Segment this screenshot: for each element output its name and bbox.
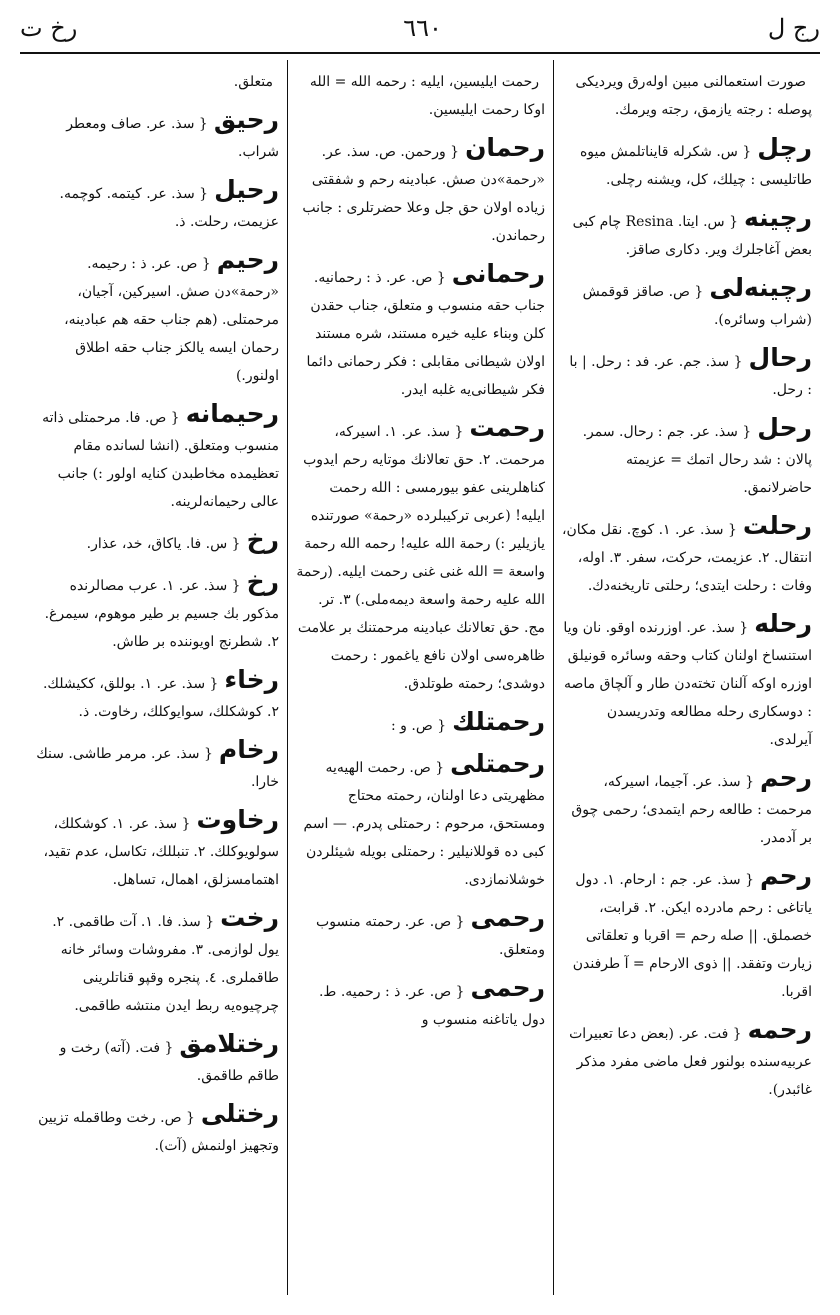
dictionary-entry bbox=[562, 606, 812, 754]
entry-definition: { ص. عر. ذ : رحميه. ط. دول ياتاغنه منسوب و bbox=[318, 984, 545, 1028]
entry-definition: { ص. عر. ذ : رحمانيه. جناب حقه منسوب و متعلق، جناب حقدن كلن وبناء عليه خيره مستند، شره مستند اولان شيطانى مقابلى : فكر رحمانى دائما فكر شيطانى‌يه غلبه ايدر. bbox=[306, 270, 545, 398]
entry-definition: { ص. رخت وطاقمله تزيين وتجهيز اولنمش (آت). bbox=[38, 1110, 279, 1154]
entry-headword: رحمتلك bbox=[452, 707, 545, 736]
entry-headword: رخاوت bbox=[196, 805, 279, 834]
dictionary-entry bbox=[30, 802, 279, 894]
entry-headword: رحمتلى bbox=[450, 749, 545, 778]
entry-headword: رحيمانه bbox=[185, 399, 279, 428]
entry-definition: { سذ. عر. ١. بوللق، ككيشلك. ٢. كوشكلك، سوايوكلك، رخاوت. ذ. bbox=[42, 676, 279, 720]
header-rule bbox=[20, 52, 820, 54]
header-left-title: رخ ت bbox=[20, 14, 78, 42]
entry-definition: { ص. صاقز قوقمش (شراب وسائره). bbox=[582, 284, 812, 328]
entry-headword: رحم bbox=[759, 861, 812, 890]
entry-headword: رحم bbox=[759, 763, 812, 792]
entry-definition: { ص. رحمت الهيه‌يه مظهريتى دعا اولنان، رحمته محتاج ومستحق، مرحوم : رحمتلى پدرم. — اسم كبى ده قوللانيلير : رحمتلى بويله شيئلردن خوشلانمازدى. bbox=[303, 760, 545, 888]
entry-definition: { ورحمن. ص. سذ. عر. «رحمة»دن صش. عبادينه رحم و شفقتى زياده اولان حق جل وعلا حضرتلرى : جانب رحماندن. bbox=[302, 144, 545, 244]
dictionary-entry bbox=[296, 130, 545, 250]
entry-headword bbox=[806, 63, 812, 92]
dictionary-entry bbox=[562, 1012, 812, 1104]
column-middle bbox=[288, 60, 554, 1295]
entry-definition: { سذ. جم. عر. فد : رحل. | با : رحل. bbox=[569, 354, 812, 398]
dictionary-entry bbox=[296, 410, 545, 698]
entry-headword bbox=[273, 63, 279, 92]
entry-headword: رحال bbox=[748, 343, 812, 372]
dictionary-entry bbox=[296, 60, 545, 124]
entry-headword: رخام bbox=[218, 735, 279, 764]
dictionary-entry bbox=[296, 970, 545, 1034]
dictionary-entry bbox=[562, 270, 812, 334]
dictionary-entry bbox=[30, 102, 279, 166]
entry-definition: { سذ. عر. آجيما، اسيركه، مرحمت : طالعه رحم ايتمدى؛ رحمى چوق بر آدمدر. bbox=[571, 774, 812, 846]
entry-headword: رحيل bbox=[214, 175, 279, 204]
dictionary-entry bbox=[30, 172, 279, 236]
header-right-title: رج ل bbox=[767, 14, 820, 42]
dictionary-entry bbox=[30, 662, 279, 726]
entry-definition: { سذ. عر. ١. عرب مصالرنده مذكور بك جسيم بر طير موهوم، سيمرغ. ٢. شطرنج اويوننده بر طاش. bbox=[44, 578, 279, 650]
entry-headword: رچينه bbox=[744, 203, 812, 232]
entry-headword: رحمى bbox=[470, 973, 545, 1002]
entry-definition: { ص. عر. ذ : رحيمه. «رحمة»دن صش. اسيركين، آجيان، مرحمتلى. (هم جناب حقه هم عبادينه، رحمان ايسه يالكز جناب حقه اطلاق اولنور.) bbox=[64, 256, 279, 384]
entry-definition: رحمت ايليسين، ايليه : رحمه الله = الله اوكا رحمت ايليسين. bbox=[309, 74, 545, 118]
entry-headword: رحمانى bbox=[451, 259, 545, 288]
entry-headword: رحمه bbox=[747, 1015, 812, 1044]
entry-headword: رحمان bbox=[465, 133, 545, 162]
dictionary-entry bbox=[30, 564, 279, 656]
entry-headword: رختلى bbox=[200, 1099, 279, 1128]
dictionary-entry bbox=[562, 200, 812, 264]
dictionary-entry bbox=[562, 858, 812, 1006]
entry-definition: متعلق. bbox=[233, 74, 273, 90]
dictionary-entry bbox=[30, 732, 279, 796]
dictionary-entry bbox=[562, 508, 812, 600]
entry-headword: رحيق bbox=[213, 105, 279, 134]
dictionary-entry bbox=[562, 60, 812, 124]
entry-definition: { س. شكرله قايناتلمش ميوه طاتليسى : چيلك، كل، ويشنه رچلى. bbox=[579, 144, 812, 188]
dictionary-entry bbox=[30, 1096, 279, 1160]
entry-headword: رچل bbox=[757, 133, 812, 162]
dictionary-entry bbox=[562, 760, 812, 852]
entry-definition: { ص. فا. مرحمتلى ذاته منسوب ومتعلق. (انشا لسانده مقام تعظيمده مخاطبدن كنايه اولور :) جانب عالى رحيمانه‌لرينه. bbox=[42, 410, 279, 510]
entry-definition: { سذ. عر. مرمر طاشى. سنك خارا. bbox=[36, 746, 279, 790]
entry-definition: { سذ. عر. ١. اسيركه، مرحمت. ٢. حق تعالانك موتايه رحم ايدوب كناهلرينى عفو بيورمسى : الله رحمت ايليه! (عربى تركيبلرده «رحمة» صورتنده يازيلير :) رحمة الله عليه! رحمه الله رحمة واسعة = الله غنى غنى رحمت ايليه. (رحمة الله عليه رحمة واسعة ديمه‌ملى.) ٣. تر. مج. حق تعالانك عبادينه مرحمتنك بر علامت ظاهره‌سى اولان نافع ياغمور : رحمت دوشدى؛ رحمته طوتلدق. bbox=[296, 424, 545, 692]
dictionary-entry bbox=[562, 130, 812, 194]
entry-headword: رحلت bbox=[742, 511, 812, 540]
entry-headword: رخت bbox=[220, 903, 279, 932]
entry-headword bbox=[539, 63, 545, 92]
dictionary-entry bbox=[30, 900, 279, 1020]
entry-definition: { سذ. عر. ١. كوچ. نقل مكان، انتقال. ٢. عزيمت، حركت، سفر. ٣. اوله، وفات : رحلت ايتدى؛ رحلتى تاريخنه‌دك. bbox=[561, 522, 812, 594]
entry-definition: { فت. (آته) رخت و طاقم طاقمق. bbox=[59, 1040, 279, 1084]
dictionary-entry bbox=[562, 410, 812, 502]
entry-definition: صورت استعمالنى مبين اولەرق ويرديكى پوصله : رجته يازمق، رجته ويرمك. bbox=[575, 74, 812, 118]
entry-definition: { سذ. فا. ١. آت طاقمى. ٢. يول لوازمى. ٣. مفروشات وسائر خانه طاقملرى. ٤. پنجره وقپو قناتلرينى چرچيوه‌يه ربط ايدن منتشه طاقمى. bbox=[52, 914, 279, 1014]
entry-headword: رحله bbox=[754, 609, 812, 638]
dictionary-entry bbox=[30, 60, 279, 96]
entry-definition: { ص. و : bbox=[391, 718, 447, 734]
entry-headword: رخاء bbox=[224, 665, 279, 694]
entry-definition: { سذ. عر. اوزرنده اوقو. نان ويا استنساخ اولنان كتاب وحقه وسائره قونيلق اوزره اوكه آلنان تخته‌دن طار و آلچاق ماصه : دوسكارى رحله مطالعه وتدريسدن آيرلدى. bbox=[563, 620, 812, 748]
page-header bbox=[20, 8, 820, 48]
column-right bbox=[554, 60, 820, 1295]
entry-headword: رخ bbox=[246, 525, 279, 554]
entry-definition: { س. فا. ياكاق، خد، عذار. bbox=[86, 536, 241, 552]
dictionary-entry bbox=[562, 340, 812, 404]
entry-definition: { سذ. عر. صاف ومعطر شراب. bbox=[66, 116, 279, 160]
columns bbox=[20, 60, 820, 1295]
dictionary-entry bbox=[30, 242, 279, 390]
dictionary-entry bbox=[296, 704, 545, 740]
entry-definition: { ص. عر. رحمته منسوب ومتعلق. bbox=[316, 914, 545, 958]
dictionary-entry bbox=[30, 396, 279, 516]
entry-definition: { سذ. عر. كيتمه. كوچمه. عزيمت، رحلت. ذ. bbox=[59, 186, 279, 230]
entry-headword: رخ bbox=[246, 567, 279, 596]
dictionary-entry bbox=[296, 900, 545, 964]
dictionary-entry bbox=[296, 256, 545, 404]
dictionary-entry bbox=[296, 746, 545, 894]
entry-definition: { فت. عر. (بعض دعا تعبيرات عربيه‌سنده بولنور فعل ماضى مفرد مذكر غائبدر). bbox=[569, 1026, 812, 1098]
dictionary-entry bbox=[30, 1026, 279, 1090]
page-number: ٦٦٠ bbox=[403, 14, 442, 42]
entry-definition: { سذ. عر. جم : رحال. سمر. پالان : شد رحال اتمك = عزيمته حاضرلانمق. bbox=[582, 424, 812, 496]
column-left bbox=[22, 60, 288, 1295]
entry-definition: { سذ. عر. ١. كوشكلك، سولويوكلك. ٢. تنبللك، تكاسل، عدم تقيد، اهتمامسزلق، اهمال، تساهل. bbox=[43, 816, 279, 888]
dictionary-entry bbox=[30, 522, 279, 558]
entry-definition: { سذ. عر. جم : ارحام. ١. دول ياتاغى : رحم مادرده ايكن. ٢. قرابت، خصملق. || صله رحم = اقربا و تعلقاتى زيارت وتفقد. || ذوى الارحام = آ طرفندن اقربا. bbox=[572, 872, 812, 1000]
entry-headword: رحمت bbox=[469, 413, 545, 442]
entry-headword: رحمى bbox=[470, 903, 545, 932]
entry-headword: رحل bbox=[757, 413, 812, 442]
entry-headword: رختلامق bbox=[179, 1029, 279, 1058]
entry-headword: رچينه‌لى bbox=[709, 273, 812, 302]
entry-headword: رحيم bbox=[216, 245, 279, 274]
entry-definition: { س. ايتا. Resina چام كبى بعض آغاجلرك وير. دكارى صاقز. bbox=[572, 214, 812, 258]
